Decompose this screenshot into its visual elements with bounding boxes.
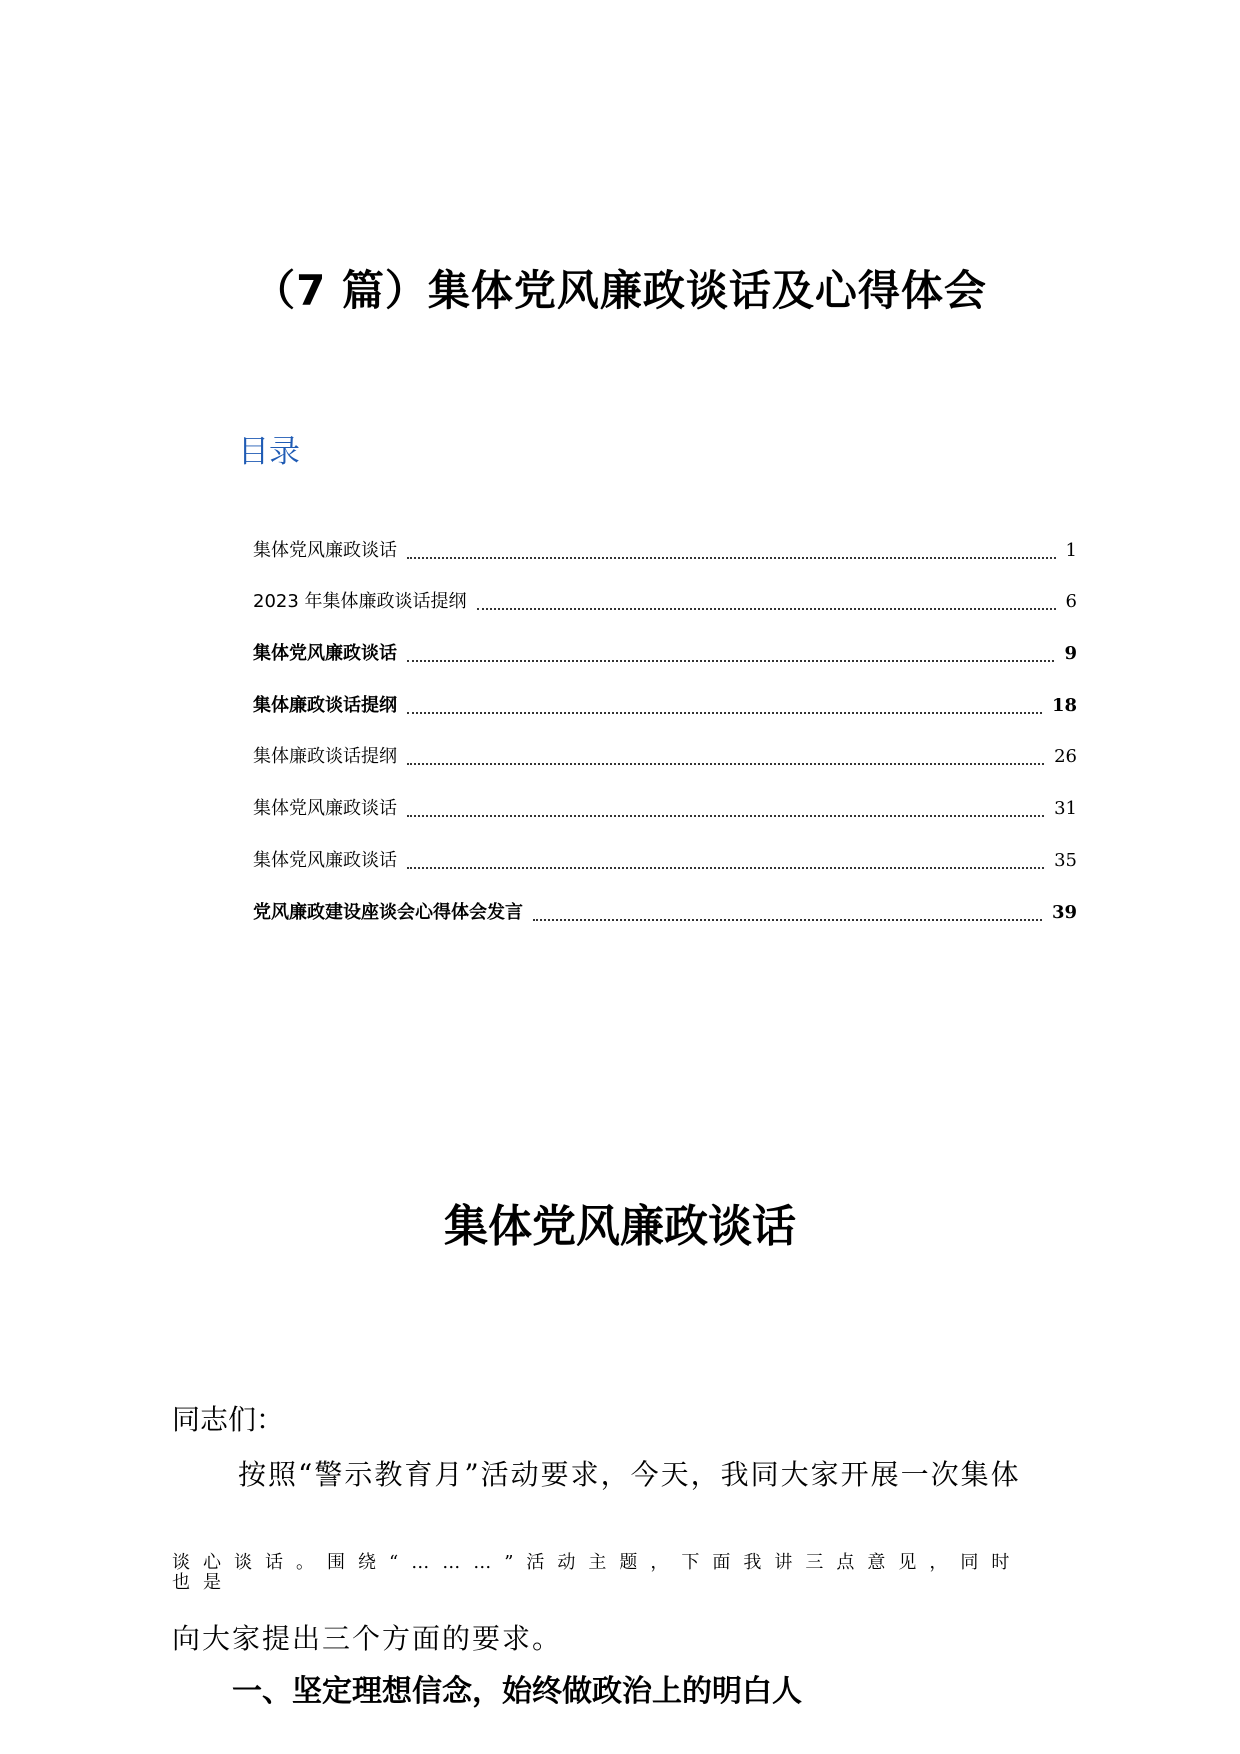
toc-entry[interactable] [253, 639, 1077, 669]
toc-leader-dots [533, 917, 1042, 921]
toc-entry-title: 集体党风廉政谈话 [253, 850, 397, 871]
toc-entry-page: 26 [1054, 746, 1077, 767]
salutation: 同志们： [172, 1403, 285, 1436]
toc-entry-page: 35 [1054, 850, 1077, 871]
toc-entry-page: 31 [1054, 798, 1077, 819]
toc-entry-title: 集体廉政谈话提纲 [253, 746, 397, 767]
toc-leader-dots [477, 606, 1056, 610]
toc-entry-title: 集体廉政谈话提纲 [253, 695, 397, 716]
toc-entry-page: 6 [1065, 591, 1077, 612]
toc-entry-page: 18 [1051, 695, 1077, 716]
toc-entry-title: 集体党风廉政谈话 [253, 643, 397, 664]
toc-entry-title: 2023 年集体廉政谈话提纲 [253, 591, 467, 612]
toc-leader-dots [407, 865, 1044, 869]
paragraph: 按照“警示教育月”活动要求，今天，我同大家开展一次集体 [238, 1458, 1021, 1491]
main-title: （7 篇）集体党风廉政谈话及心得体会 [253, 266, 987, 315]
toc-entry[interactable] [253, 587, 1077, 617]
toc-entry-title: 集体党风廉政谈话 [253, 798, 397, 819]
toc-leader-dots [407, 710, 1042, 714]
toc-entry[interactable] [253, 898, 1077, 928]
toc-entry[interactable] [253, 742, 1077, 772]
section-heading: 一、坚定理想信念，始终做政治上的明白人 [232, 1674, 802, 1709]
toc-entry-page: 9 [1064, 643, 1077, 664]
toc-entry[interactable] [253, 794, 1077, 824]
paragraph: 谈心谈话。围绕“………”活动主题，下面我讲三点意见，同时也是 [172, 1552, 1023, 1593]
toc-entry[interactable] [253, 536, 1077, 566]
toc-entry[interactable] [253, 846, 1077, 876]
toc-leader-dots [407, 813, 1044, 817]
toc-entry-title: 党风廉政建设座谈会心得体会发言 [253, 902, 523, 923]
paragraph: 向大家提出三个方面的要求。 [172, 1622, 563, 1655]
document-title: 集体党风廉政谈话 [444, 1201, 796, 1252]
toc-entry-title: 集体党风廉政谈话 [253, 540, 397, 561]
toc-entry-page: 39 [1051, 902, 1077, 923]
toc-entry-page: 1 [1065, 540, 1077, 561]
toc-leader-dots [407, 555, 1056, 559]
toc-leader-dots [407, 658, 1054, 662]
toc-entry[interactable] [253, 691, 1077, 721]
toc-heading: 目录 [238, 434, 300, 470]
toc-leader-dots [407, 761, 1044, 765]
